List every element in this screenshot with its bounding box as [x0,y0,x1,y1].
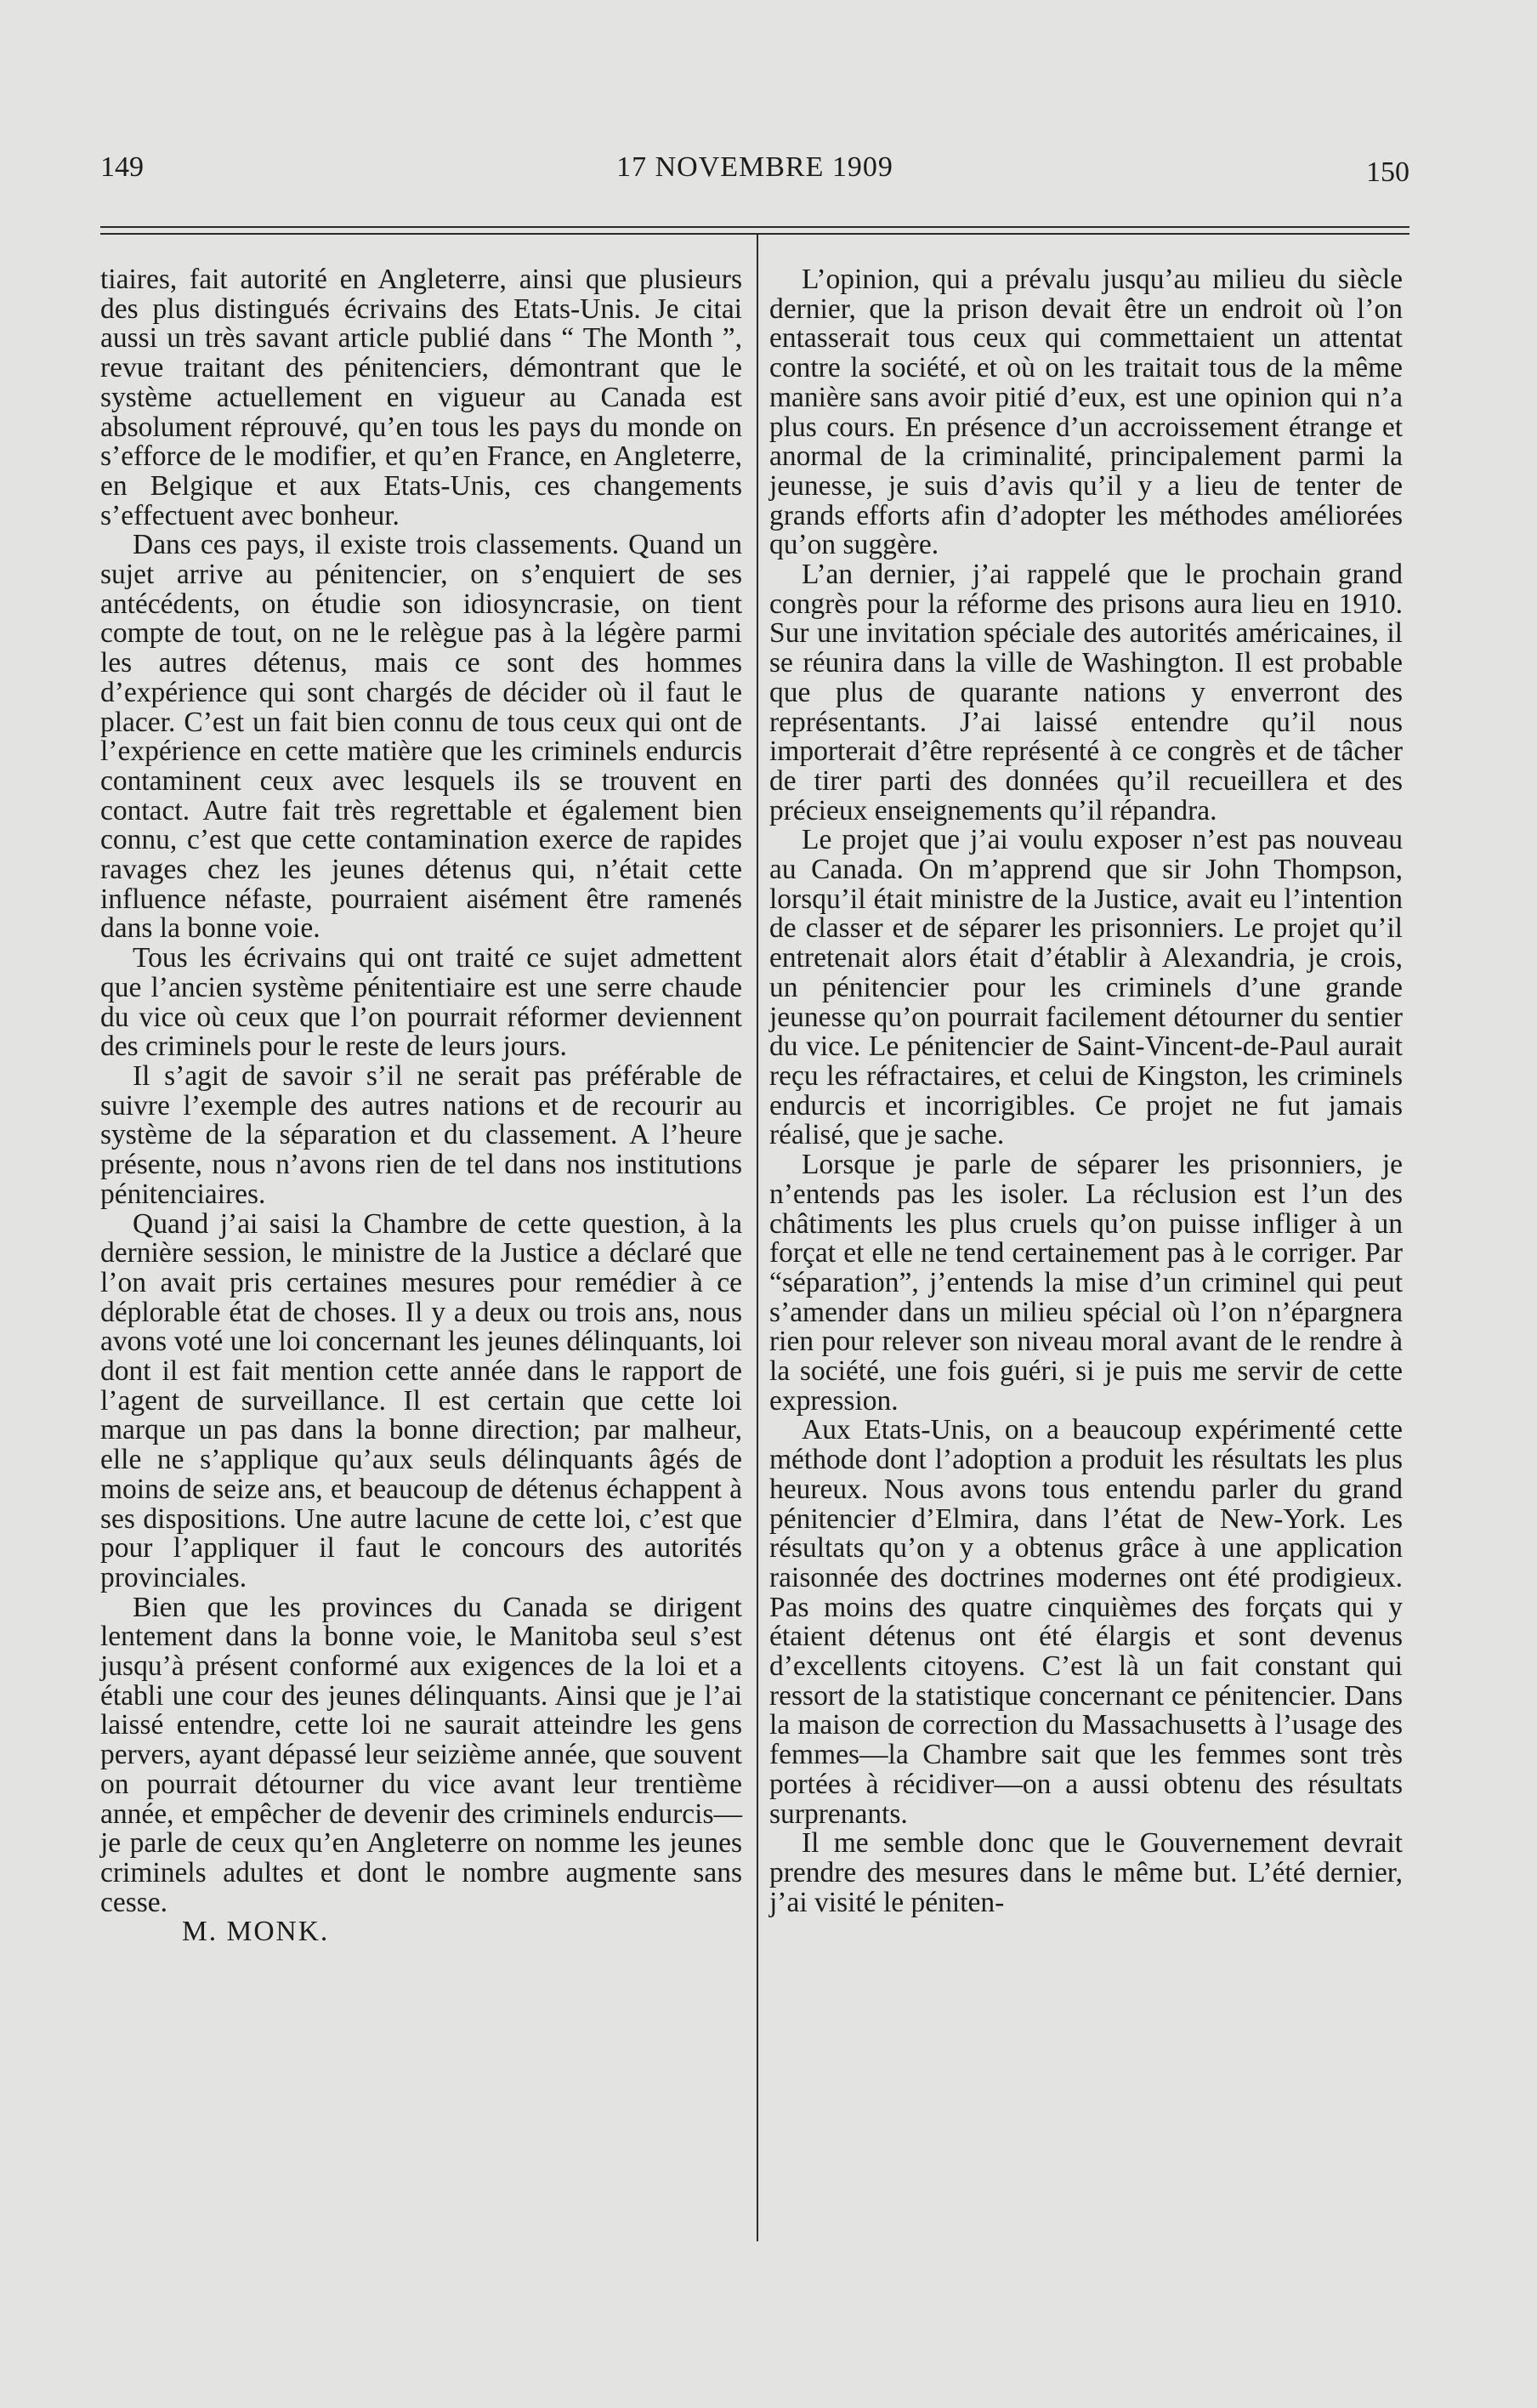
header-rule-top [100,226,1409,228]
paragraph: Lorsque je parle de séparer les prisonniers, je n’entends pas les isoler. La réclusion est l’un des châtiments les plus cruels qu’on puisse infliger à un forçat et elle ne tend certainement pas à le corriger. Par “séparation”, j’entends la mise d’un criminel qui peut s’amender dans un milieu spécial où l’on n’épargnera rien pour relever son niveau moral avant de le rendre à la société, une fois guéri, si je puis me servir de cette expression. [769,1149,1403,1417]
paragraph: Quand j’ai saisi la Chambre de cette question, à la dernière session, le ministre de la Justice a déclaré que l’on avait pris certaines mesures pour remédier à ce déplorable état de choses. Il y a deux ou trois ans, nous avons voté une loi concernant les jeunes délinquants, loi dont il est fait mention cette année dans le rapport de l’agent de surveillance. Il est certain que cette loi marque un pas dans la bonne direction; par malheur, elle ne s’applique qu’aux seuls délinquants âgés de moins de seize ans, et beaucoup de détenus échappent à ses dispositions. Une autre lacune de cette loi, c’est que pour l’appliquer il faut le concours des autorités provinciales. [100,1207,742,1593]
page-header [100,151,1409,194]
paragraph: Tous les écrivains qui ont traité ce sujet admettent que l’ancien système pénitentiaire est une serre chaude du vice où ceux que l’on pourrait réformer deviennent des criminels pour le reste de leurs jours. [100,942,742,1063]
column-divider [757,235,758,2241]
paragraph: Il me semble donc que le Gouvernement devrait prendre des mesures dans le même but. L’été dernier, j’ai visité le péniten- [769,1827,1403,1918]
header-rule-bottom [100,233,1409,235]
paragraph: L’an dernier, j’ai rappelé que le prochain grand congrès pour la réforme des prisons aura lieu en 1910. Sur une invitation spéciale des autorités américaines, il se réunira dans la ville de Washington. Il est probable que plus de quarante nations y enverront des représentants. J’ai laissé entendre qu’il nous importerait d’être représenté à ce congrès et de tâcher de tirer parti des données qu’il recueillera et des précieux enseignements qu’il répandra. [769,559,1403,826]
right-column [769,265,1403,1917]
speaker-signature: M. MONK. [182,1916,330,1948]
paragraph: Il s’agit de savoir s’il ne serait pas préférable de suivre l’exemple des autres nations et de recourir au système de la séparation et du classement. A l’heure présente, nous n’avons rien de tel dans nos institutions pénitenciaires. [100,1059,742,1210]
left-column [100,265,742,1947]
paragraph: Le projet que j’ai voulu exposer n’est pas nouveau au Canada. On m’apprend que sir John Thompson, lorsqu’il était ministre de la Justice, avait eu l’intention de classer et de séparer les prisonniers. Le projet qu’il entretenait alors était d’établir à Alexandria, je crois, un pénitencier pour les criminels d’une grande jeunesse qu’on pourrait facilement détourner du sentier du vice. Le pénitencier de Saint-Vincent-de-Paul aurait reçu les réfractaires, et celui de Kingston, les criminels endurcis et incorrigibles. Ce projet ne fut jamais réalisé, que je sache. [769,824,1403,1151]
paragraph: Dans ces pays, il existe trois classements. Quand un sujet arrive au pénitencier, on s’enquiert de ses antécédents, on étudie son idiosyncrasie, on tient compte de tout, on ne le relègue pas à la légère parmi les autres détenus, mais ce sont des hommes d’expérience qui sont chargés de décider où il faut le placer. C’est un fait bien connu de tous ceux qui ont de l’expérience en cette matière que les criminels endurcis contaminent ceux avec lesquels ils se trouvent en contact. Autre fait très regrettable et également bien connu, c’est que cette contamination exerce de rapides ravages chez les jeunes détenus qui, n’était cette influence néfaste, pourraient aisément être ramenés dans la bonne voie. [100,529,742,945]
paragraph: tiaires, fait autorité en Angleterre, ainsi que plusieurs des plus distingués écrivains des Etats-Unis. Je citai aussi un très savant article publié dans “ The Month ”, revue traitant des pénitenciers, démontrant que le système actuellement en vigueur au Canada est absolument réprouvé, qu’en tous les pays du monde on s’efforce de le modifier, et qu’en France, en Angleterre, en Belgique et aux Etats-Unis, ces changements s’effectuent avec bonheur. [100,264,742,531]
paragraph: Aux Etats-Unis, on a beaucoup expérimenté cette méthode dont l’adoption a produit les résultats les plus heureux. Nous avons tous entendu parler du grand pénitencier d’Elmira, dans l’état de New-York. Les résultats qu’on y a obtenus grâce à une application raisonnée des doctrines modernes ont été prodigieux. Pas moins des quatre cinquièmes des forçats qui y étaient détenus ont été élargis et sont devenus d’excellents citoyens. C’est là un fait constant qui ressort de la statistique concernant ce pénitencier. Dans la maison de correction du Massachusetts à l’usage des femmes—la Chambre sait que les femmes sont très portées à récidiver—on a aussi obtenu des résultats surprenants. [769,1414,1403,1830]
page-number-left: 149 [100,151,144,183]
paragraph: L’opinion, qui a prévalu jusqu’au milieu du siècle dernier, que la prison devait être un endroit où l’on entasserait tous ceux qui commettaient un attentat contre la société, et où on les traitait tous de la même manière sans avoir pitié d’eux, est une opinion qui n’a plus cours. En présence d’un accroissement étrange et anormal de la criminalité, principalement parmi la jeunesse, je suis d’avis qu’il y a lieu de tenter de grands efforts afin d’adopter les méthodes améliorées qu’on suggère. [769,264,1403,561]
page-number-right: 150 [1366,156,1409,188]
header-date-title: 17 NOVEMBRE 1909 [616,151,893,183]
paragraph: Bien que les provinces du Canada se dirigent lentement dans la bonne voie, le Manitoba seul s’est jusqu’à présent conformé aux exigences de la loi et a établi une cour des jeunes délinquants. Ainsi que je l’ai laissé entendre, cette loi ne saurait atteindre les gens pervers, ayant dépassé leur seizième année, que souvent on pourrait détourner du vice avant leur trentième année, et empêcher de devenir des criminels endurcis— je parle de ceux qu’en Angleterre on nomme les jeunes criminels adultes et dont le nombre augmente sans cesse. [100,1591,742,1918]
